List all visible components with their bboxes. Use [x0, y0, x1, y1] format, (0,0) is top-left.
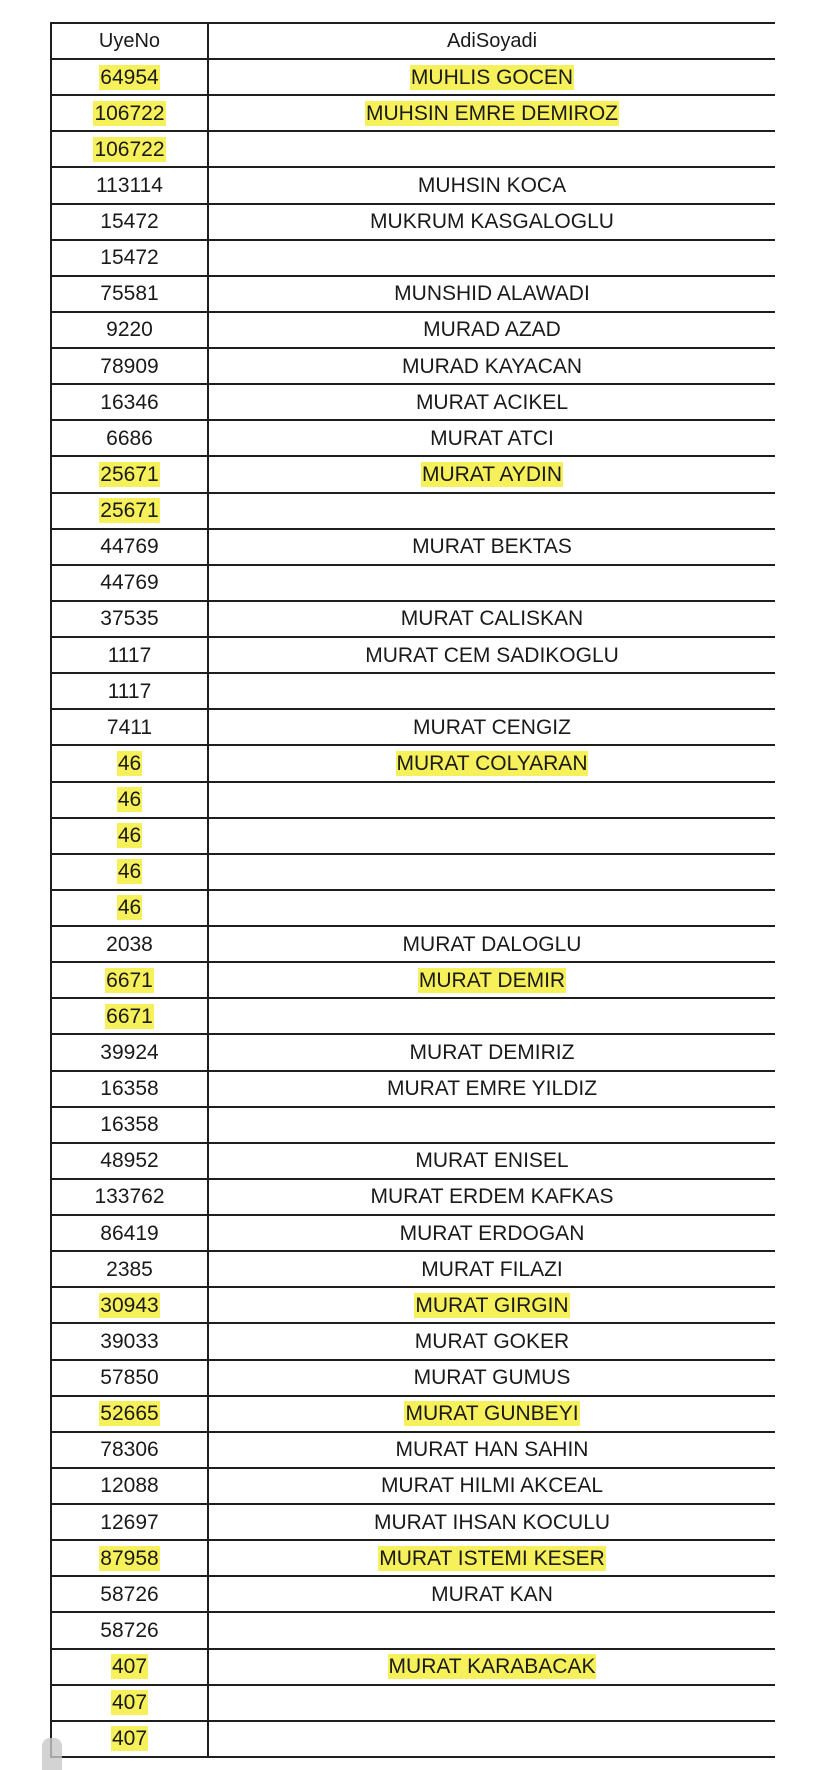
table-row: [51, 420, 775, 456]
table-row: [51, 854, 775, 890]
cell-uyeno: [51, 59, 208, 95]
cell-adisoyadi: [208, 1685, 775, 1721]
uyeno-value: 16358: [100, 1113, 159, 1137]
cell-uyeno: [51, 998, 208, 1034]
cell-uyeno: [51, 348, 208, 384]
adisoyadi-value: MUHLIS GOCEN: [410, 65, 574, 89]
cell-uyeno: [51, 926, 208, 962]
cell-adisoyadi: [208, 456, 775, 492]
table-row: [51, 493, 775, 529]
cell-adisoyadi: [208, 204, 775, 240]
adisoyadi-value: MURAT BEKTAS: [412, 535, 572, 559]
cell-adisoyadi: [208, 131, 775, 167]
uyeno-value: 12697: [100, 1510, 159, 1534]
uyeno-value: 9220: [106, 318, 153, 342]
cell-adisoyadi: [208, 1179, 775, 1215]
cell-adisoyadi: [208, 240, 775, 276]
uyeno-value: 113114: [96, 173, 163, 197]
adisoyadi-value: MURAD AZAD: [423, 318, 561, 342]
uyeno-value: 25671: [100, 462, 159, 486]
adisoyadi-value: MURAT KARABACAK: [388, 1655, 596, 1679]
uyeno-value: 46: [117, 824, 142, 848]
uyeno-value: 1117: [107, 679, 152, 703]
table-row: [51, 456, 775, 492]
cell-uyeno: [51, 240, 208, 276]
cell-adisoyadi: [208, 493, 775, 529]
cell-uyeno: [51, 1071, 208, 1107]
table-row: [51, 745, 775, 781]
cell-uyeno: [51, 1432, 208, 1468]
table-row: [51, 1721, 775, 1757]
uyeno-value: 407: [111, 1727, 148, 1751]
uyeno-value: 46: [117, 751, 142, 775]
table-row: [51, 240, 775, 276]
cell-uyeno: [51, 565, 208, 601]
cell-uyeno: [51, 709, 208, 745]
header-adisoyadi: AdiSoyadi: [208, 23, 775, 59]
table-row: [51, 167, 775, 203]
cell-uyeno: [51, 1649, 208, 1685]
uyeno-value: 16358: [100, 1077, 159, 1101]
adisoyadi-value: MURAT DEMIRIZ: [409, 1040, 575, 1064]
uyeno-value: 12088: [100, 1474, 159, 1498]
uyeno-value: 39924: [100, 1040, 159, 1064]
cell-uyeno: [51, 782, 208, 818]
table-row: [51, 1215, 775, 1251]
cell-adisoyadi: [208, 1215, 775, 1251]
cell-adisoyadi: [208, 1540, 775, 1576]
cell-adisoyadi: [208, 962, 775, 998]
cell-adisoyadi: [208, 998, 775, 1034]
cell-adisoyadi: [208, 1107, 775, 1143]
uyeno-value: 48952: [100, 1149, 159, 1173]
uyeno-value: 106722: [94, 101, 165, 125]
cell-uyeno: [51, 1323, 208, 1359]
adisoyadi-value: MURAT GUMUS: [413, 1366, 571, 1390]
cell-uyeno: [51, 131, 208, 167]
uyeno-value: 6671: [106, 968, 153, 992]
cell-uyeno: [51, 1685, 208, 1721]
table-row: [51, 1107, 775, 1143]
table-row: [51, 926, 775, 962]
table-row: [51, 1143, 775, 1179]
adisoyadi-value: MURAT ENISEL: [415, 1149, 569, 1173]
uyeno-value: 7411: [106, 715, 153, 739]
table-row: [51, 998, 775, 1034]
adisoyadi-value: MURAT AYDIN: [421, 462, 563, 486]
cell-adisoyadi: [208, 1468, 775, 1504]
cell-uyeno: [51, 529, 208, 565]
adisoyadi-value: MURAT ACIKEL: [415, 390, 569, 414]
table-row: [51, 709, 775, 745]
cell-uyeno: [51, 1721, 208, 1757]
uyeno-value: 44769: [100, 535, 159, 559]
cell-adisoyadi: [208, 167, 775, 203]
cell-adisoyadi: [208, 1071, 775, 1107]
adisoyadi-value: MURAT HAN SAHIN: [395, 1438, 589, 1462]
cell-adisoyadi: [208, 1287, 775, 1323]
table-row: [51, 818, 775, 854]
adisoyadi-value: MURAT CEM SADIKOGLU: [365, 643, 619, 667]
cell-adisoyadi: [208, 673, 775, 709]
adisoyadi-value: MURAT ATCI: [430, 426, 554, 450]
table-row: [51, 1179, 775, 1215]
uyeno-value: 58726: [100, 1618, 159, 1642]
adisoyadi-value: MURAT ERDEM KAFKAS: [370, 1185, 614, 1209]
table-row: [51, 1612, 775, 1648]
table-row: [51, 59, 775, 95]
cell-uyeno: [51, 601, 208, 637]
cell-adisoyadi: [208, 276, 775, 312]
cell-adisoyadi: [208, 745, 775, 781]
cell-uyeno: [51, 1251, 208, 1287]
uyeno-value: 6686: [106, 426, 153, 450]
cell-adisoyadi: [208, 1649, 775, 1685]
cell-adisoyadi: [208, 384, 775, 420]
adisoyadi-value: MURAT IHSAN KOCULU: [373, 1510, 611, 1534]
uyeno-value: 2038: [106, 932, 153, 956]
uyeno-value: 133762: [94, 1185, 165, 1209]
table-row: [51, 348, 775, 384]
table-row: [51, 565, 775, 601]
adisoyadi-value: MURAT HILMI AKCEAL: [380, 1474, 604, 1498]
uyeno-value: 15472: [100, 210, 159, 234]
uyeno-value: 407: [111, 1691, 148, 1715]
cell-adisoyadi: [208, 529, 775, 565]
adisoyadi-value: MURAT GOKER: [414, 1329, 570, 1353]
cell-adisoyadi: [208, 1323, 775, 1359]
uyeno-value: 15472: [100, 246, 159, 270]
uyeno-value: 86419: [100, 1221, 159, 1245]
adisoyadi-value: MURAT DEMIR: [418, 968, 566, 992]
uyeno-value: 75581: [100, 282, 159, 306]
uyeno-value: 58726: [100, 1582, 159, 1606]
cell-uyeno: [51, 276, 208, 312]
adisoyadi-value: MUHSIN EMRE DEMIROZ: [366, 101, 618, 125]
cell-uyeno: [51, 854, 208, 890]
header-uyeno: UyeNo: [51, 23, 208, 59]
table-row: [51, 673, 775, 709]
uyeno-value: 1117: [107, 643, 152, 667]
cell-uyeno: [51, 1540, 208, 1576]
table-body: [51, 59, 775, 1757]
cell-uyeno: [51, 1179, 208, 1215]
cell-uyeno: [51, 1360, 208, 1396]
adisoyadi-value: MURAD KAYACAN: [401, 354, 583, 378]
uyeno-value: 6671: [106, 1004, 153, 1028]
cell-uyeno: [51, 962, 208, 998]
member-table: [50, 22, 775, 1758]
adisoyadi-value: MUNSHID ALAWADI: [394, 282, 590, 306]
adisoyadi-value: MUHSIN KOCA: [417, 173, 567, 197]
cell-adisoyadi: [208, 1432, 775, 1468]
uyeno-value: 46: [117, 788, 142, 812]
cell-uyeno: [51, 890, 208, 926]
table-row: [51, 962, 775, 998]
uyeno-value: 37535: [100, 607, 159, 631]
cell-uyeno: [51, 95, 208, 131]
table-row: [51, 1649, 775, 1685]
cell-adisoyadi: [208, 890, 775, 926]
uyeno-value: 25671: [100, 499, 159, 523]
table-row: [51, 1071, 775, 1107]
uyeno-value: 78909: [100, 354, 159, 378]
adisoyadi-value: MURAT CENGIZ: [413, 715, 571, 739]
adisoyadi-value: MURAT DALOGLU: [402, 932, 582, 956]
table-row: [51, 1468, 775, 1504]
table-row: [51, 1396, 775, 1432]
cell-adisoyadi: [208, 1721, 775, 1757]
cell-adisoyadi: [208, 709, 775, 745]
cell-adisoyadi: [208, 348, 775, 384]
table-row: [51, 637, 775, 673]
cell-uyeno: [51, 818, 208, 854]
adisoyadi-value: MURAT ERDOGAN: [399, 1221, 585, 1245]
cell-uyeno: [51, 456, 208, 492]
cell-uyeno: [51, 384, 208, 420]
cell-adisoyadi: [208, 1576, 775, 1612]
table-row: [51, 276, 775, 312]
cell-adisoyadi: [208, 1360, 775, 1396]
uyeno-value: 16346: [100, 390, 159, 414]
cell-uyeno: [51, 493, 208, 529]
uyeno-value: 46: [117, 860, 142, 884]
page-edge-mark: [42, 1738, 62, 1770]
table-row: [51, 1360, 775, 1396]
cell-adisoyadi: [208, 1143, 775, 1179]
uyeno-value: 87958: [100, 1546, 159, 1570]
table-row: [51, 1432, 775, 1468]
uyeno-value: 106722: [94, 137, 165, 161]
cell-uyeno: [51, 1143, 208, 1179]
cell-adisoyadi: [208, 1251, 775, 1287]
cell-adisoyadi: [208, 1612, 775, 1648]
cell-adisoyadi: [208, 637, 775, 673]
table-row: [51, 1251, 775, 1287]
cell-uyeno: [51, 1034, 208, 1070]
uyeno-value: 52665: [100, 1402, 159, 1426]
uyeno-value: 2385: [106, 1257, 153, 1281]
cell-uyeno: [51, 1396, 208, 1432]
cell-uyeno: [51, 745, 208, 781]
cell-uyeno: [51, 420, 208, 456]
table-row: [51, 782, 775, 818]
uyeno-value: 39033: [100, 1329, 159, 1353]
table-row: [51, 1034, 775, 1070]
cell-adisoyadi: [208, 95, 775, 131]
table-row: [51, 312, 775, 348]
cell-uyeno: [51, 1107, 208, 1143]
uyeno-value: 44769: [100, 571, 159, 595]
cell-uyeno: [51, 1612, 208, 1648]
cell-uyeno: [51, 1468, 208, 1504]
uyeno-value: 78306: [100, 1438, 159, 1462]
cell-uyeno: [51, 167, 208, 203]
adisoyadi-value: MURAT EMRE YILDIZ: [386, 1077, 598, 1101]
cell-adisoyadi: [208, 420, 775, 456]
cell-adisoyadi: [208, 782, 775, 818]
uyeno-value: 46: [117, 896, 142, 920]
cell-adisoyadi: [208, 601, 775, 637]
cell-adisoyadi: [208, 1034, 775, 1070]
adisoyadi-value: MURAT FILAZI: [421, 1257, 563, 1281]
adisoyadi-value: MURAT GUNBEYI: [405, 1402, 579, 1426]
cell-adisoyadi: [208, 1504, 775, 1540]
cell-adisoyadi: [208, 926, 775, 962]
table-row: [51, 1540, 775, 1576]
table-row: [51, 1685, 775, 1721]
table-row: [51, 1504, 775, 1540]
table-row: [51, 1287, 775, 1323]
uyeno-value: 407: [111, 1655, 148, 1679]
uyeno-value: 64954: [100, 65, 159, 89]
table-row: [51, 384, 775, 420]
cell-uyeno: [51, 1215, 208, 1251]
adisoyadi-value: MURAT KAN: [431, 1582, 553, 1606]
adisoyadi-value: MURAT ISTEMI KESER: [379, 1546, 605, 1570]
table-row: [51, 131, 775, 167]
cell-adisoyadi: [208, 312, 775, 348]
cell-adisoyadi: [208, 1396, 775, 1432]
table-row: [51, 1323, 775, 1359]
adisoyadi-value: MUKRUM KASGALOGLU: [370, 210, 614, 234]
cell-adisoyadi: [208, 59, 775, 95]
cell-adisoyadi: [208, 818, 775, 854]
adisoyadi-value: MURAT GIRGIN: [415, 1293, 569, 1317]
table-row: [51, 890, 775, 926]
cell-uyeno: [51, 637, 208, 673]
table-row: [51, 529, 775, 565]
table-row: [51, 95, 775, 131]
cell-uyeno: [51, 204, 208, 240]
adisoyadi-value: MURAT CALISKAN: [400, 607, 584, 631]
table-row: [51, 601, 775, 637]
cell-uyeno: [51, 673, 208, 709]
cell-adisoyadi: [208, 854, 775, 890]
cell-uyeno: [51, 1576, 208, 1612]
cell-uyeno: [51, 1287, 208, 1323]
uyeno-value: 30943: [100, 1293, 159, 1317]
table-row: [51, 1576, 775, 1612]
header-row: [51, 23, 775, 59]
cell-uyeno: [51, 312, 208, 348]
cell-adisoyadi: [208, 565, 775, 601]
adisoyadi-value: MURAT COLYARAN: [396, 751, 588, 775]
table-row: [51, 204, 775, 240]
uyeno-value: 57850: [100, 1366, 159, 1390]
cell-uyeno: [51, 1504, 208, 1540]
